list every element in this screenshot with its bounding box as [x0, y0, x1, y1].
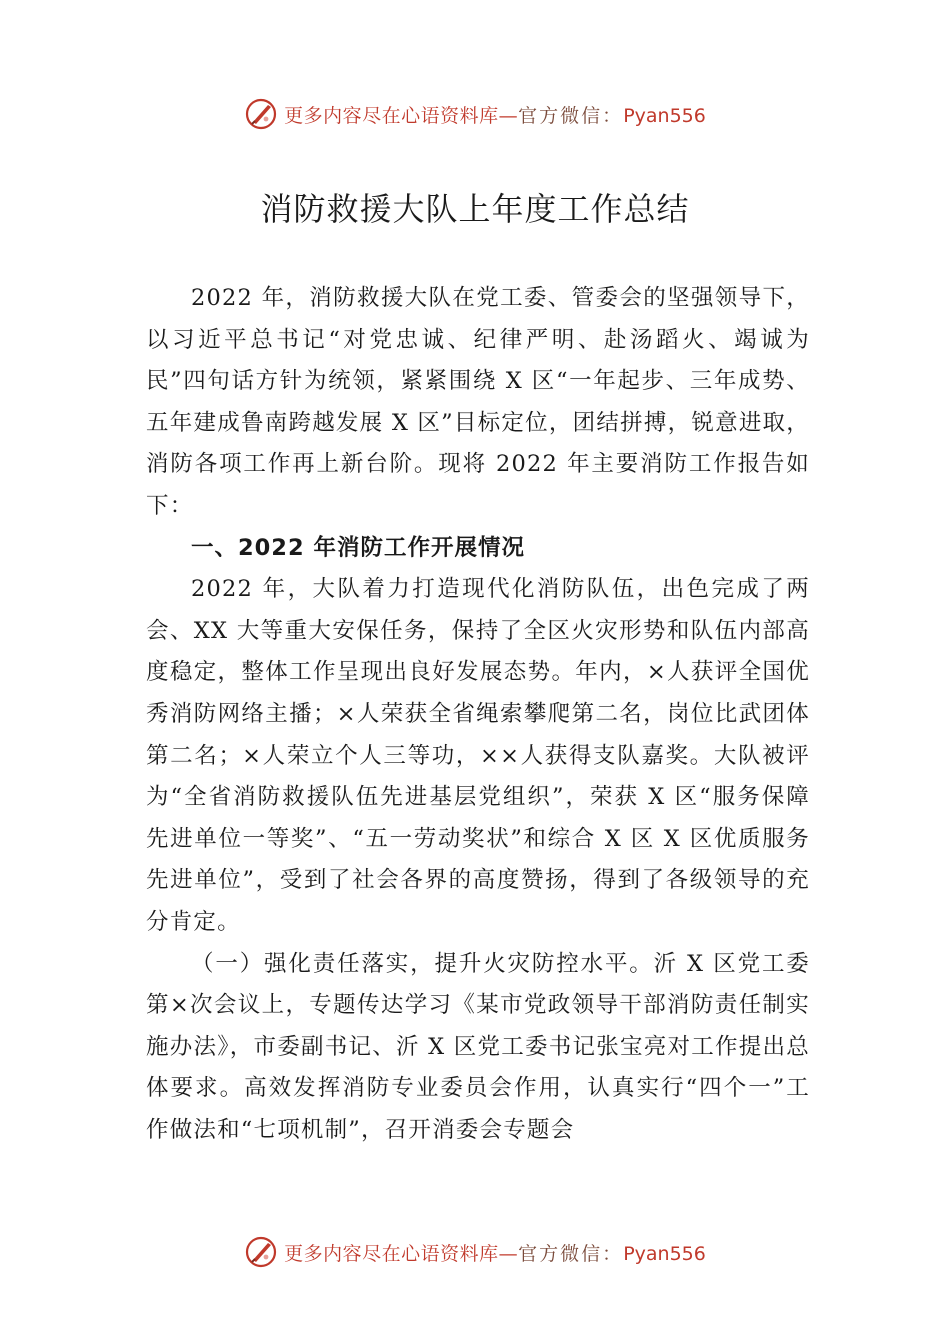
document-body: [146, 278, 810, 1151]
banner-account: Pyan556: [623, 1242, 706, 1265]
banner-slogan: 更多内容尽在心语资料库: [284, 104, 499, 127]
paragraph-intro: 2022 年，消防救援大队在党工委、管委会的坚强领导下，以习近平总书记“对党忠诚、纪律严明、赴汤蹈火、竭诚为民”四句话方针为统领，紧紧围绕 X 区“一年起步、三年成势、五年建成鲁南跨越发展 X 区”目标定位，团结拼搏，锐意进取， 消防各项工作再上新台阶。现将 2022 年主要消防工作报告如下：: [146, 285, 810, 519]
paragraph-responsibility: （一）强化责任落实，提升火灾防控水平。沂 X 区党工委第×次会议上，专题传达学习《某市党政领导干部消防责任制实施办法》，市委副书记、沂 X 区党工委书记张宝亮对工作提出总体要求。高效发挥消防专业委员会作用，认真实行“四个一”工作做法和“七项机制”，召开消委会专题会: [146, 950, 810, 1143]
banner-wechat-label: 官方微信：: [518, 1242, 624, 1265]
footer-banner: [0, 1232, 950, 1272]
banner-dash: —: [498, 104, 519, 127]
banner-account: Pyan556: [623, 104, 706, 127]
quill-pen-logo-icon: [244, 1235, 278, 1269]
banner-dash: —: [498, 1242, 519, 1265]
document-title: 消防救援大队上年度工作总结: [260, 190, 690, 228]
header-banner: [0, 94, 950, 134]
section-heading-1: 一、2022 年消防工作开展情况: [191, 534, 525, 561]
quill-pen-logo-icon: [244, 97, 278, 131]
banner-text: [284, 1239, 706, 1266]
banner-text: [284, 101, 706, 128]
paragraph-achievements: 2022 年，大队着力打造现代化消防队伍，出色完成了两会、XX 大等重大安保任务，保持了全区火灾形势和队伍内部高度稳定，整体工作呈现出良好发展态势。年内，×人获评全国优秀消防网络主播；×人荣获全省绳索攀爬第二名，岗位比武团体第二名；×人荣立个人三等功，××人获得支队嘉奖。大队被评为“全省消防救援队伍先进基层党组织”，荣获 X 区“服务保障先进单位一等奖”、“五一劳动奖状”和综合 X 区 X 区优质服务先进单位”，受到了社会各界的高度赞扬，得到了各级领导的充分肯定。: [146, 576, 810, 935]
banner-slogan: 更多内容尽在心语资料库: [284, 1242, 499, 1265]
banner-wechat-label: 官方微信：: [518, 104, 624, 127]
